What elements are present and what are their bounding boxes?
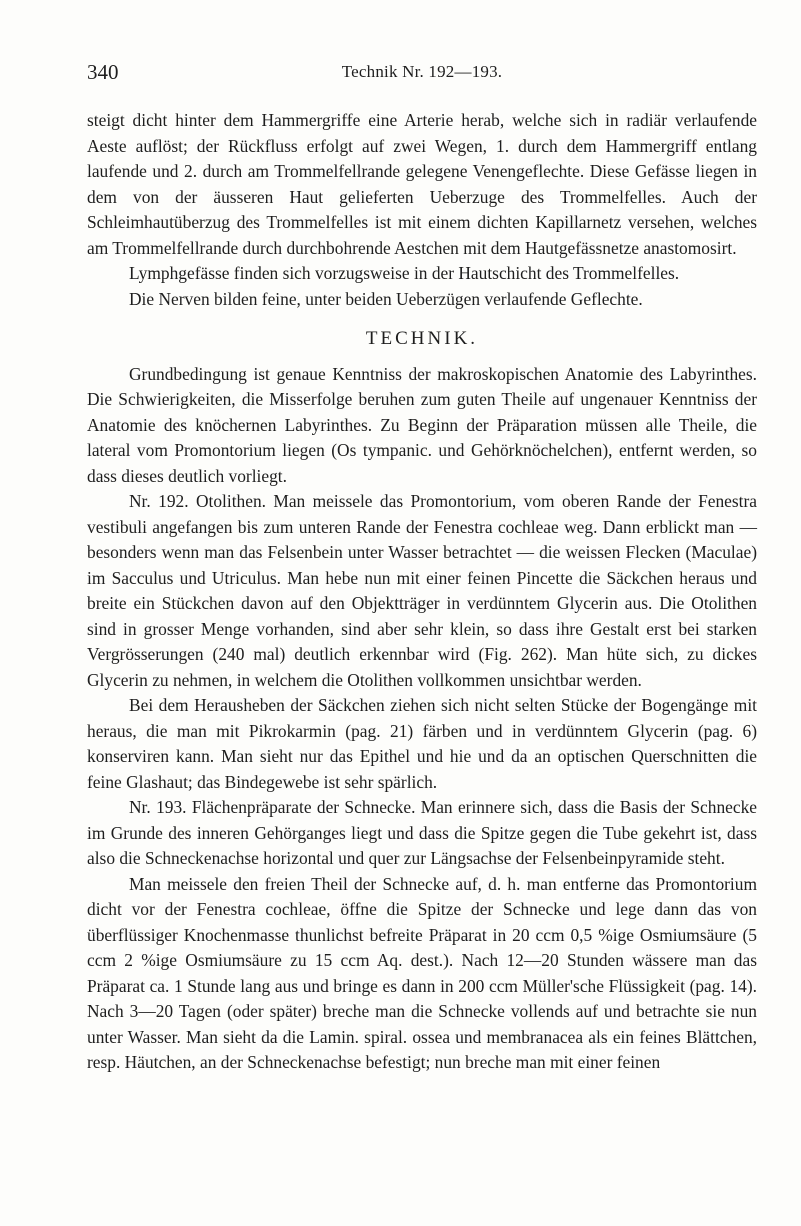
paragraph-lymph-vessels: Lymphgefässe finden sich vorzugsweise in der Hautschicht des Trommelfelles. [129, 263, 680, 283]
paragraph-nr-193-schnecke: Nr. 193. Flächenpräparate der Schnecke. Man erinnere sich, dass die Basis der Schnecke im Grunde des inneren Gehörganges liegt und dass die Spitze gegen die Tube gekehrt ist, dass also die Schneckenachse horizontal und quer zur Längsachse der Felsenbeinpyramide steht. [87, 797, 757, 868]
section-heading-technik: TECHNIK. [365, 328, 479, 349]
paragraph-nerves: Die Nerven bilden feine, unter beiden Ueberzügen verlaufende Geflechte. [129, 288, 643, 309]
paragraph-nr-192-otolithen: Nr. 192. Otolithen. Man meissele das Promontorium, vom oberen Rande der Fenestra vestibuli angefangen bis zum unteren Rande der Fenestra cochleae weg. Dann erblickt man — besonders wenn man das Felsenbein unter Wasser betrachtet — die weissen Flecken (Maculae) im Sacculus und Utriculus. Man hebe nun mit einer feinen Pincette die Säckchen heraus und breite ein Stückchen davon auf den Objektträger in verdünntem Glycerin aus. Die Otolithen sind in grosser Menge vorhanden, sind aber sehr klein, so dass ihre Gestalt erst bei starken Vergrösserungen (240 mal) deutlich erkennbar wird (Fig. 262). Man hüte sich, zu dickes Glycerin zu nehmen, in welchem die Otolithen vollkommen unsichtbar werden. [87, 491, 757, 690]
paragraph-blood-vessels: steigt dicht hinter dem Hammergriffe eine Arterie herab, welche sich in radiär verlaufende Aeste auflöst; der Rückfluss erfolgt auf zwei Wegen, 1. durch dem Hammergriff entlang laufende und 2. durch am Trommelfellrande gelegene Venengeflechte. Diese Gefässe liegen in dem von der äusseren Haut gelieferten Ueberzuge des Trommelfelles. Auch der Schleimhautüberzug des Trommelfelles ist mit einem dichten Kapillarnetz versehen, welches am Trommelfellrande durch durchbohrende Aestchen mit dem Hautgefässnetze anastomosirt. [87, 110, 757, 258]
body-text [87, 108, 757, 1076]
paragraph-bogengaenge: Bei dem Herausheben der Säckchen ziehen sich nicht selten Stücke der Bogengänge mit heraus, die man mit Pikrokarmin (pag. 21) färben und in verdünntem Glycerin (pag. 6) konserviren kann. Man sieht nur das Epithel und hie und da an optischen Querschnitten die feine Glashaut; das Bindegewebe ist sehr spärlich. [87, 695, 757, 792]
page-number: 340 [87, 60, 119, 84]
paragraph-prerequisite: Grundbedingung ist genaue Kenntniss der makroskopischen Anatomie des Labyrinthes. Die Schwierigkeiten, die Misserfolge beruhen zum guten Theile auf ungenauer Kenntniss der Anatomie des knöchernen Labyrinthes. Zu Beginn der Präparation müssen alle Theile, die lateral vom Promontorium liegen (Os tympanic. und Gehörknöchelchen), entfernt werden, so dass dieses deutlich vorliegt. [87, 363, 757, 486]
running-title: Technik Nr. 192—193. [341, 62, 503, 81]
paragraph-preparation: Man meissele den freien Theil der Schnecke auf, d. h. man entferne das Promontorium dicht vor der Fenestra cochleae, öffne die Spitze der Schnecke und lege dann das von überflüssiger Knochenmasse thunlichst befreite Präparat in 20 ccm 0,5 %ige Osmiumsäure (5 ccm 2 %ige Osmiumsäure zu 15 ccm Aq. dest.). Nach 12—20 Stunden wässere man das Präparat ca. 1 Stunde lang aus und bringe es dann in 200 ccm Müller'sche Flüssigkeit (pag. 14). Nach 3—20 Tagen (oder später) breche man die Schnecke vollends auf und betrachte sie nun unter Wasser. Man sieht da die Lamin. spiral. ossea und membranacea als ein feines Blättchen, resp. Häutchen, an der Schneckenachse befestigt; nun breche man mit einer feinen [87, 873, 757, 1072]
running-head [87, 60, 757, 88]
